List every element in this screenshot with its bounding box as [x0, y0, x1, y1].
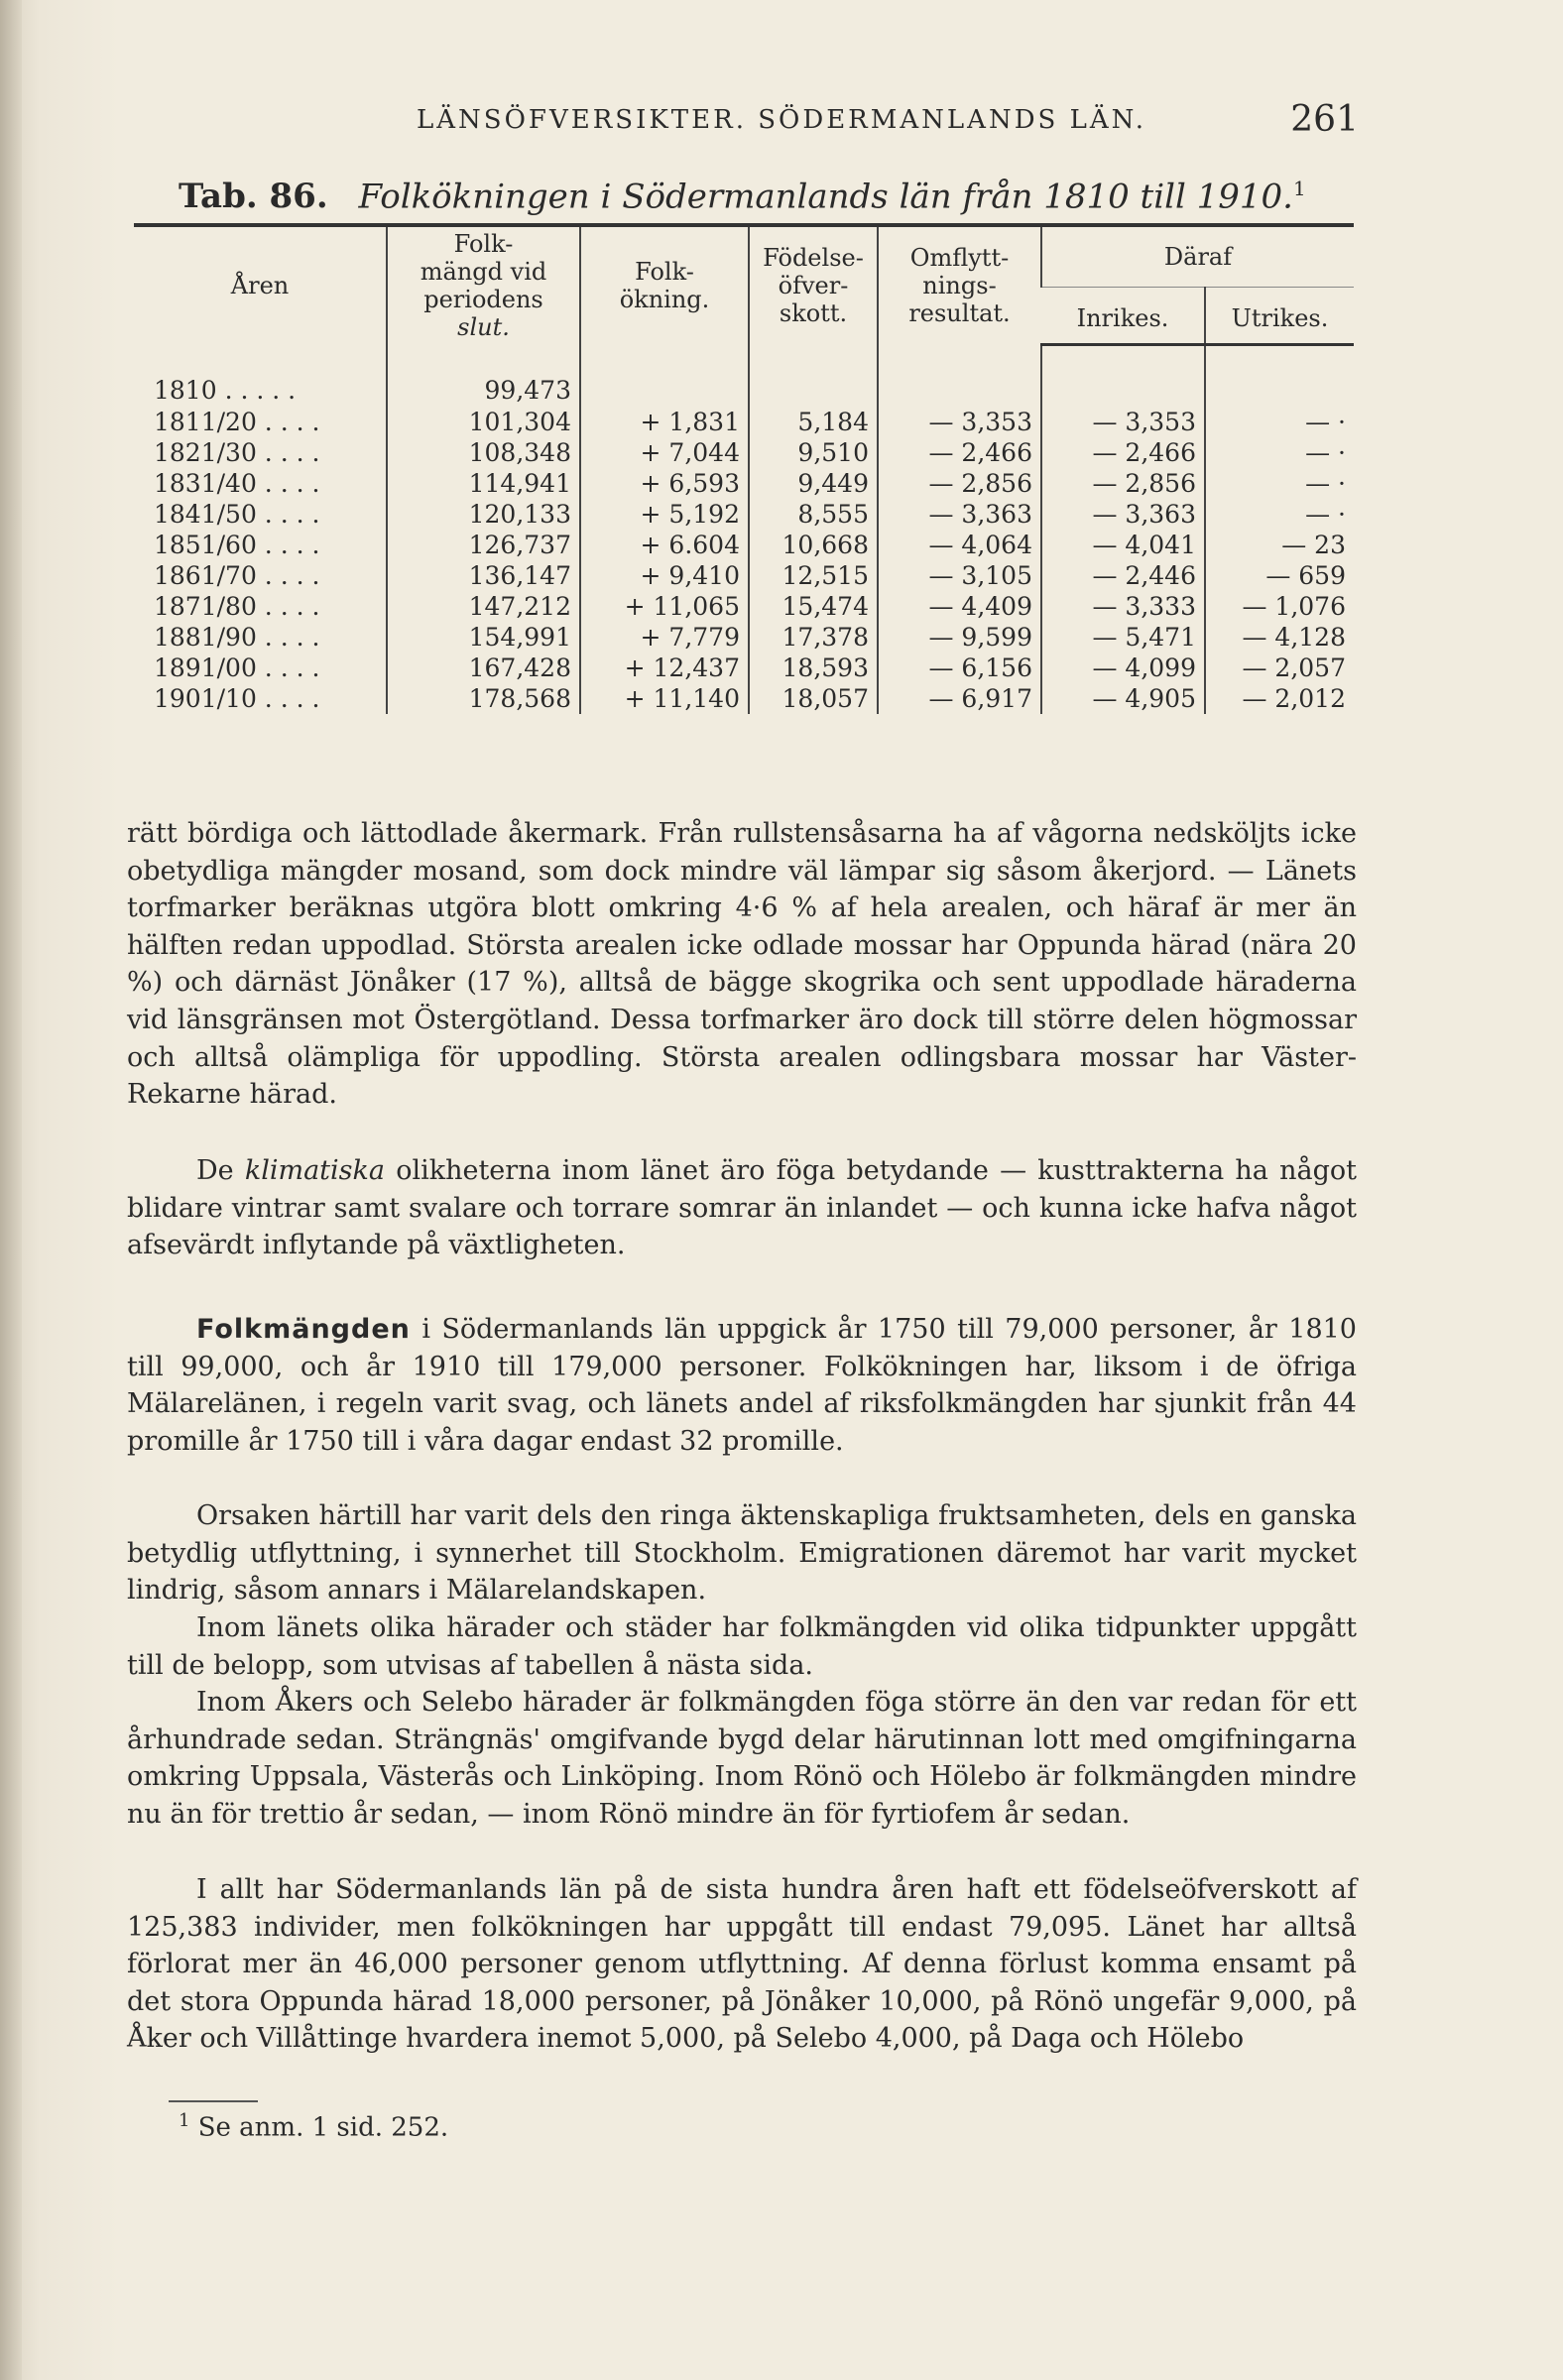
climate-italic: klimatiska: [244, 1155, 385, 1186]
paragraph-soils: rätt bördiga och lättodlade åkermark. Från rullstensåsarna ha af vågorna nedsköljts icke obetydliga mängder mosand, som dock mindre väl lämpar sig såsom åkerjord. — Länets torfmarker beräknas utgöra blott omkring 4·6 % af hela arealen, och häraf är mer än hälften redan uppodlad. Största arealen icke odlade mossar har Oppunda härad (nära 20 %) och därnäst Jönåker (17 %), alltså de bägge skogrika och sent uppodlade häraderna vid länsgränsen mot Östergötland. Dessa torfmarker äro dock till större delen högmossar och alltså olämpliga för uppodling. Största arealen odlingsbara mossar har Väster-Rekarne härad.: [127, 818, 1357, 1111]
cell-year: 1831/40 . . . .: [154, 468, 320, 498]
cell-increase: + 9,410: [580, 560, 749, 591]
table-row: [134, 468, 1354, 499]
cell-year: 1861/70 . . . .: [154, 560, 320, 590]
cell-birth-surplus: 15,474: [749, 591, 878, 622]
cell-birth-surplus: 18,593: [749, 653, 878, 683]
cell-domestic: [1041, 344, 1205, 407]
climate-prefix: De: [196, 1155, 245, 1186]
cell-migration: — 2,466: [878, 437, 1041, 468]
cell-population: 167,428: [387, 653, 580, 683]
cell-migration: — 3,353: [878, 407, 1041, 437]
cell-foreign: — 1,076: [1205, 591, 1354, 622]
table-row: [134, 591, 1354, 622]
col-header-foreign: Utrikes.: [1205, 287, 1354, 344]
table-row: [134, 653, 1354, 683]
cell-increase: + 12,437: [580, 653, 749, 683]
paragraph-climate: [127, 1152, 1357, 1264]
cell-year: 1871/80 . . . .: [154, 591, 320, 621]
cell-domestic: — 2,466: [1041, 437, 1205, 468]
table-row: [134, 344, 1354, 407]
cell-migration: [878, 344, 1041, 407]
cell-increase: + 6,593: [580, 468, 749, 499]
cell-domestic: — 4,905: [1041, 683, 1205, 714]
table-row: [134, 530, 1354, 560]
cell-domestic: — 3,363: [1041, 499, 1205, 530]
cell-birth-surplus: 17,378: [749, 622, 878, 653]
cell-increase: + 5,192: [580, 499, 749, 530]
cell-migration: — 3,363: [878, 499, 1041, 530]
col-header-domestic: Inrikes.: [1041, 287, 1205, 344]
cell-domestic: — 4,099: [1041, 653, 1205, 683]
table-row: [134, 622, 1354, 653]
cell-population: 114,941: [387, 468, 580, 499]
cell-migration: — 3,105: [878, 560, 1041, 591]
col-header-migration: Omflytt- nings- resultat.: [878, 225, 1041, 344]
cell-domestic: — 2,856: [1041, 468, 1205, 499]
cell-foreign: — ·: [1205, 499, 1354, 530]
paragraph-table-ref: Inom länets olika härader och städer har folkmängden vid olika tidpunkter uppgått till de belopp, som utvisas af tabellen å nästa sida.: [127, 1612, 1357, 1681]
cell-foreign: [1205, 344, 1354, 407]
cell-increase: + 7,779: [580, 622, 749, 653]
cell-domestic: — 2,446: [1041, 560, 1205, 591]
paragraph-population: [127, 1311, 1357, 1460]
cell-domestic: — 3,353: [1041, 407, 1205, 437]
footnote-rule: [169, 2100, 258, 2102]
cell-population: 99,473: [387, 344, 580, 407]
footnote: [179, 2110, 448, 2143]
cell-population: 108,348: [387, 437, 580, 468]
cell-increase: + 1,831: [580, 407, 749, 437]
cell-year: 1810 . . . . .: [154, 375, 297, 405]
paragraph-causes: Orsaken härtill har varit dels den ringa äktenskapliga fruktsamheten, dels en ganska betydlig utflyttning, i synnerhet till Stockholm. Emigrationen däremot har varit mycket lindrig, såsom annars i Mälarelandskapen.: [127, 1500, 1357, 1606]
table-row: [134, 560, 1354, 591]
cell-year: 1841/50 . . . .: [154, 499, 320, 529]
cell-foreign: — ·: [1205, 407, 1354, 437]
population-rest: i Södermanlands län uppgick år 1750 till 79,000 personer, år 1810 till 99,000, och år 1910 till 179,000 personer. Folkökningen har, liksom i de öfriga Mälarelänen, i regeln varit svag, och länets andel af riksfolkmängden har sjunkit från 44 promille år 1750 till i våra dagar endast 32 promille.: [127, 1314, 1357, 1457]
cell-migration: — 4,064: [878, 530, 1041, 560]
cell-increase: + 11,065: [580, 591, 749, 622]
cell-birth-surplus: 5,184: [749, 407, 878, 437]
cell-year: 1821/30 . . . .: [154, 437, 320, 467]
cell-birth-surplus: 12,515: [749, 560, 878, 591]
cell-increase: + 6.604: [580, 530, 749, 560]
population-table: [134, 223, 1354, 714]
cell-year: 1881/90 . . . .: [154, 622, 320, 652]
cell-foreign: — ·: [1205, 437, 1354, 468]
page-header: [129, 99, 1359, 139]
col-header-thereof: Däraf: [1041, 225, 1354, 287]
table-row: [134, 407, 1354, 437]
cell-population: 136,147: [387, 560, 580, 591]
cell-foreign: — 2,057: [1205, 653, 1354, 683]
cell-population: 178,568: [387, 683, 580, 714]
table-label: Tab. 86.: [179, 177, 328, 217]
page-number: 261: [1290, 99, 1359, 140]
cell-migration: — 9,599: [878, 622, 1041, 653]
cell-year: 1891/00 . . . .: [154, 653, 320, 682]
cell-increase: + 11,140: [580, 683, 749, 714]
cell-domestic: — 3,333: [1041, 591, 1205, 622]
paragraph-birth-surplus: I allt har Södermanlands län på de sista hundra åren haft ett födelseöfverskott af 125,383 individer, men folkökningen har uppgått till endast 79,095. Länet har alltså förlorat mer än 46,000 personer genom utflyttning. Af denna förlust komma ensamt på det stora Oppunda härad 18,000 personer, på Jönåker 10,000, på Rönö ungefär 9,000, på Åker och Villåttinge hvardera inemot 5,000, på Selebo 4,000, på Daga och Hölebo: [127, 1874, 1357, 2055]
cell-year: 1851/60 . . . .: [154, 530, 320, 559]
paragraph-districts: Inom Åkers och Selebo härader är folkmängden föga större än den var redan för ett århundrade sedan. Strängnäs' omgifvande bygd delar härutinnan lott med omgifningarna omkring Uppsala, Västerås och Linköping. Inom Rönö och Hölebo är folkmängden mindre nu än för trettio år sedan, — inom Rönö mindre än för fyrtiofem år sedan.: [127, 1687, 1357, 1830]
table-row: [134, 683, 1354, 714]
cell-birth-surplus: 18,057: [749, 683, 878, 714]
table-caption: [179, 177, 1306, 216]
cell-population: 126,737: [387, 530, 580, 560]
cell-foreign: — ·: [1205, 468, 1354, 499]
col-header-population: Folk- mängd vid periodens slut.: [387, 225, 580, 344]
cell-population: 101,304: [387, 407, 580, 437]
col-header-years: Åren: [134, 225, 387, 344]
cell-population: 147,212: [387, 591, 580, 622]
cell-increase: [580, 344, 749, 407]
running-title: LÄNSÖFVERSIKTER. SÖDERMANLANDS LÄN.: [417, 105, 1147, 135]
cell-domestic: — 5,471: [1041, 622, 1205, 653]
cell-migration: — 6,917: [878, 683, 1041, 714]
col-header-increase: Folk- ökning.: [580, 225, 749, 344]
footnote-marker: 1: [179, 2110, 190, 2131]
cell-birth-surplus: 8,555: [749, 499, 878, 530]
table-title: Folkökningen i Södermanlands län från 1810 till 1910.: [358, 177, 1293, 217]
cell-birth-surplus: [749, 344, 878, 407]
cell-year: 1901/10 . . . .: [154, 683, 320, 713]
cell-migration: — 6,156: [878, 653, 1041, 683]
table-body: [134, 344, 1354, 714]
table-footnote-marker: 1: [1293, 177, 1306, 200]
cell-migration: — 4,409: [878, 591, 1041, 622]
cell-birth-surplus: 10,668: [749, 530, 878, 560]
table-row: [134, 437, 1354, 468]
footnote-text: Se anm. 1 sid. 252.: [197, 2112, 449, 2143]
cell-year: 1811/20 . . . .: [154, 407, 320, 436]
climate-rest: olikheterna inom länet äro föga betydande — kusttrakterna ha något blidare vintrar samt svalare och torrare somrar än inlandet — och kunna icke hafva något afsevärdt inflytande på växtligheten.: [127, 1155, 1357, 1261]
table-row: [134, 499, 1354, 530]
cell-population: 120,133: [387, 499, 580, 530]
book-spine-shadow: [0, 0, 22, 2380]
cell-domestic: — 4,041: [1041, 530, 1205, 560]
cell-birth-surplus: 9,449: [749, 468, 878, 499]
cell-migration: — 2,856: [878, 468, 1041, 499]
col-header-birth-surplus: Födelse- öfver- skott.: [749, 225, 878, 344]
cell-foreign: — 23: [1205, 530, 1354, 560]
cell-birth-surplus: 9,510: [749, 437, 878, 468]
cell-increase: + 7,044: [580, 437, 749, 468]
cell-foreign: — 659: [1205, 560, 1354, 591]
population-lead: Folkmängden: [196, 1314, 411, 1345]
cell-foreign: — 2,012: [1205, 683, 1354, 714]
cell-population: 154,991: [387, 622, 580, 653]
cell-foreign: — 4,128: [1205, 622, 1354, 653]
